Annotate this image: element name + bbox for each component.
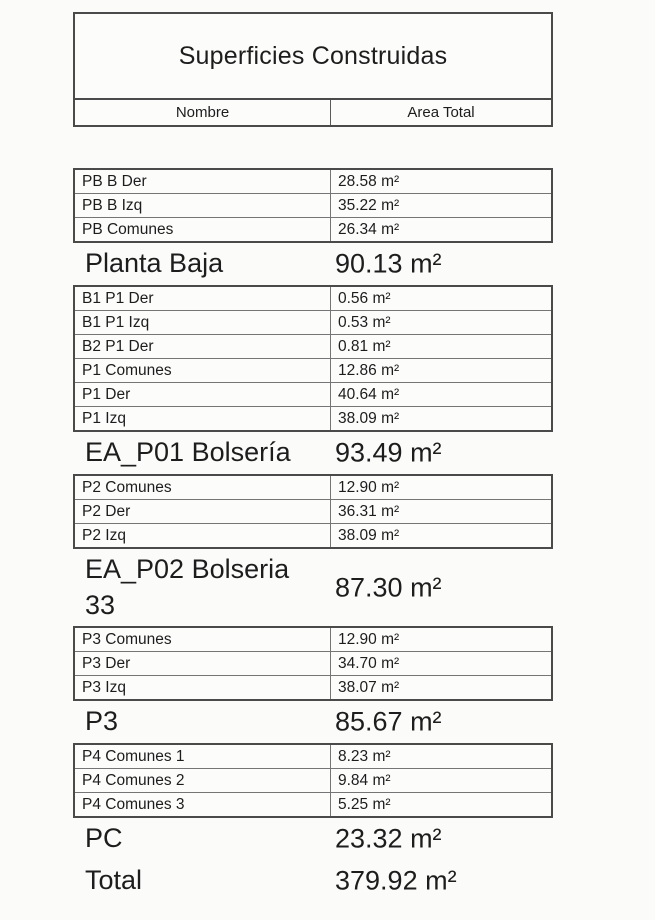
row-area-cell: 38.09 m²: [338, 409, 400, 427]
total-row: [73, 860, 553, 902]
row-name-cell: P1 Comunes: [75, 359, 331, 382]
table-row: [75, 745, 551, 768]
schedule-group: [73, 285, 553, 474]
table-row: [75, 499, 551, 523]
group-summary-row: [73, 818, 553, 860]
column-header-area-total: Area Total: [407, 104, 475, 121]
table-row: [75, 170, 551, 193]
table-row: [75, 287, 551, 310]
row-name-cell: P3 Izq: [75, 676, 331, 699]
group-summary-label: EA_P02 Bolseria 33: [85, 554, 290, 620]
column-header-nombre: Nombre: [75, 100, 331, 125]
row-area-cell: 36.31 m²: [338, 502, 400, 520]
table-row: [75, 358, 551, 382]
row-area-cell: 0.53 m²: [338, 313, 391, 331]
row-name-cell: P3 Der: [75, 652, 331, 675]
table-row: [75, 768, 551, 792]
group-summary-label: Planta Baja: [85, 248, 224, 279]
group-summary-label: PC: [85, 823, 123, 854]
table-row: [75, 406, 551, 430]
group-rows-table: [73, 285, 553, 432]
row-area-cell: 38.07 m²: [338, 678, 400, 696]
row-name-cell: P2 Der: [75, 500, 331, 523]
group-summary-row: [73, 432, 553, 474]
group-summary-row: [73, 243, 553, 285]
group-rows-table: [73, 626, 553, 701]
row-area-cell: 9.84 m²: [338, 771, 391, 789]
row-name-cell: P2 Comunes: [75, 476, 331, 499]
row-name-cell: B1 P1 Izq: [75, 311, 331, 334]
table-row: [75, 193, 551, 217]
row-area-cell: 34.70 m²: [338, 654, 400, 672]
table-row: [75, 310, 551, 334]
row-name-cell: P1 Izq: [75, 407, 331, 430]
schedule-group: [73, 168, 553, 285]
table-row: [75, 628, 551, 651]
row-area-cell: 12.90 m²: [338, 630, 400, 648]
schedule-body: [73, 168, 553, 860]
total-label: Total: [85, 865, 143, 896]
group-rows-table: [73, 474, 553, 549]
schedule-group: [73, 626, 553, 743]
row-area-cell: 12.90 m²: [338, 478, 400, 496]
group-summary-area-value: 85.67 m²: [335, 706, 442, 737]
table-row: [75, 334, 551, 358]
schedule-group: [73, 474, 553, 626]
row-area-cell: 0.81 m²: [338, 337, 391, 355]
row-name-cell: B2 P1 Der: [75, 335, 331, 358]
row-name-cell: PB Comunes: [75, 218, 331, 241]
row-name-cell: PB B Izq: [75, 194, 331, 217]
header-body-gap: [73, 127, 553, 168]
group-rows-table: [73, 168, 553, 243]
group-summary-row: [73, 549, 553, 626]
row-area-cell: 38.09 m²: [338, 526, 400, 544]
row-name-cell: P4 Comunes 3: [75, 793, 331, 816]
group-summary-label: P3: [85, 706, 119, 737]
group-summary-row: [73, 701, 553, 743]
row-name-cell: P4 Comunes 2: [75, 769, 331, 792]
table-row: [75, 476, 551, 499]
table-row: [75, 217, 551, 241]
group-summary-label: EA_P01 Bolsería: [85, 437, 291, 468]
table-row: [75, 523, 551, 547]
total-area-value: 379.92 m²: [335, 865, 457, 896]
row-area-cell: 40.64 m²: [338, 385, 400, 403]
row-name-cell: P3 Comunes: [75, 628, 331, 651]
row-area-cell: 35.22 m²: [338, 196, 400, 214]
column-header-row: [75, 98, 551, 125]
row-area-cell: 8.23 m²: [338, 747, 391, 765]
group-summary-area-value: 93.49 m²: [335, 437, 442, 468]
row-area-cell: 12.86 m²: [338, 361, 400, 379]
table-row: [75, 382, 551, 406]
group-summary-area-value: 23.32 m²: [335, 823, 442, 854]
row-area-cell: 28.58 m²: [338, 172, 400, 190]
schedule-sheet: [73, 12, 553, 902]
row-area-cell: 0.56 m²: [338, 289, 391, 307]
table-row: [75, 792, 551, 816]
table-row: [75, 675, 551, 699]
row-name-cell: P2 Izq: [75, 524, 331, 547]
group-rows-table: [73, 743, 553, 818]
row-name-cell: PB B Der: [75, 170, 331, 193]
table-row: [75, 651, 551, 675]
schedule-header: [73, 12, 553, 127]
page-title: Superficies Construidas: [178, 41, 448, 70]
group-summary-area-value: 90.13 m²: [335, 248, 442, 279]
row-area-cell: 5.25 m²: [338, 795, 391, 813]
row-name-cell: B1 P1 Der: [75, 287, 331, 310]
row-name-cell: P1 Der: [75, 383, 331, 406]
row-name-cell: P4 Comunes 1: [75, 745, 331, 768]
row-area-cell: 26.34 m²: [338, 220, 400, 238]
group-summary-area-value: 87.30 m²: [335, 572, 442, 603]
schedule-group: [73, 743, 553, 860]
